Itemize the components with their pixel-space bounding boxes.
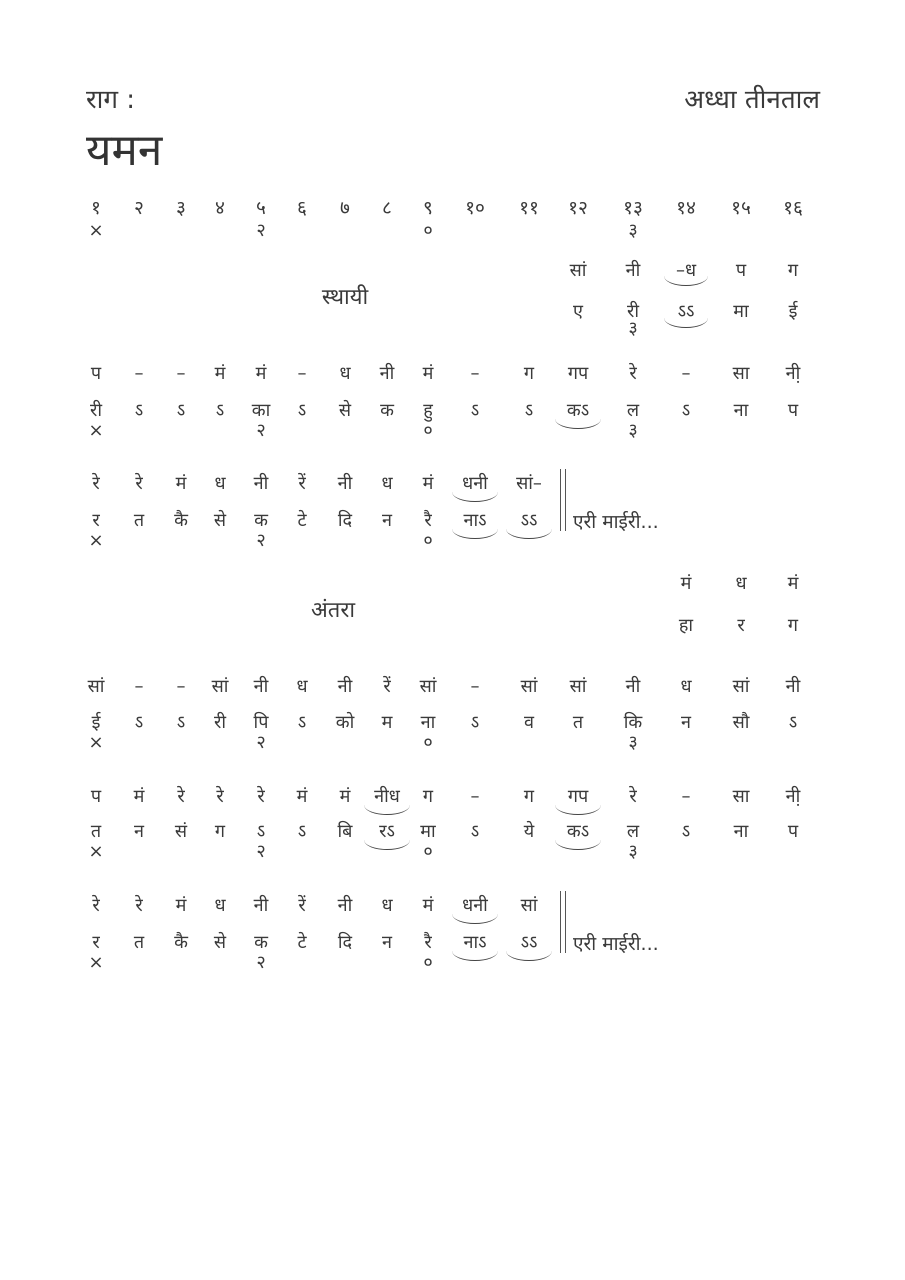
bol-syllable: पि <box>253 712 269 733</box>
swar-note: ग <box>523 786 535 807</box>
beat-mark: × <box>88 841 104 862</box>
bol-syllable: ऽ <box>681 821 691 842</box>
bol-syllable: सं <box>174 821 188 842</box>
swar-note: रे <box>135 473 143 494</box>
bol-syllable: ग <box>214 821 226 842</box>
swar-note: रे <box>629 786 637 807</box>
swar-note: ध <box>381 473 393 494</box>
bol-syllable: बि <box>337 821 353 842</box>
beat-mark: ० <box>423 841 433 862</box>
repeat-text: एरी माईरी... <box>573 933 659 955</box>
beat-number: १६ <box>783 197 803 219</box>
bol-syllable: कि <box>623 712 643 733</box>
bol-syllable: से <box>213 510 227 531</box>
swar-note: ध <box>381 895 393 916</box>
swar-note: रें <box>298 895 306 916</box>
bol-syllable: न <box>681 712 691 733</box>
swar-note: – <box>470 676 480 697</box>
beat-number: १ <box>91 197 101 219</box>
swar-note: – <box>681 363 691 384</box>
bol-syllable: रै <box>424 510 432 531</box>
swar-note: मं <box>214 363 226 384</box>
beat-mark: × <box>88 952 104 973</box>
swar-note: – <box>176 363 186 384</box>
bol-syllable: दि <box>337 932 353 953</box>
swar-note: नी <box>625 676 641 697</box>
swar-note: – <box>470 363 480 384</box>
bol-syllable: ना <box>733 821 749 842</box>
beat-number: १० <box>465 197 485 219</box>
swar-note: रे <box>177 786 185 807</box>
bol-syllable: ऽ <box>134 712 144 733</box>
pickup-swar: ध <box>735 573 747 594</box>
beat-number: १२ <box>568 197 588 219</box>
beat-number: १४ <box>676 197 696 219</box>
bol-syllable: ऽऽ <box>520 932 538 953</box>
swar-note: मं <box>422 895 434 916</box>
beat-mark: × <box>88 732 104 753</box>
bol-syllable: ई <box>91 712 101 733</box>
swar-note: ध <box>339 363 351 384</box>
bol-syllable: न <box>382 932 392 953</box>
bol-syllable: से <box>213 932 227 953</box>
pickup-swar: मं <box>787 573 799 594</box>
swar-note: सां <box>87 676 105 697</box>
swar-note: रे <box>92 473 100 494</box>
pickup-swar: मं <box>680 573 692 594</box>
bol-syllable: सौ <box>732 712 750 733</box>
beat-mark: ३ <box>628 220 638 241</box>
beat-number: ९ <box>423 197 433 219</box>
beat-mark: ३ <box>628 732 638 753</box>
swar-note: नी <box>253 895 269 916</box>
bol-syllable: ऽ <box>788 712 798 733</box>
slur <box>452 951 498 961</box>
slur <box>506 951 552 961</box>
bol-syllable: न <box>382 510 392 531</box>
bol-syllable: हु <box>423 400 433 421</box>
bol-syllable: र <box>92 932 100 953</box>
swar-note: – <box>470 786 480 807</box>
pickup-bol: ए <box>573 301 583 322</box>
repeat-text: एरी माईरी... <box>573 511 659 533</box>
bol-syllable: का <box>251 400 271 421</box>
swar-note: ध <box>296 676 308 697</box>
pickup-bol: ग <box>787 615 799 636</box>
swar-note: मं <box>175 895 187 916</box>
pickup-swar: प <box>735 260 747 281</box>
beat-mark: २ <box>256 841 266 862</box>
beat-number: ३ <box>176 197 186 219</box>
swar-note: प <box>90 786 102 807</box>
swar-note: रे <box>135 895 143 916</box>
beat-mark: ० <box>423 732 433 753</box>
bol-syllable: प <box>787 400 799 421</box>
pickup-bol: री <box>626 301 640 322</box>
bol-syllable: त <box>90 821 102 842</box>
bol-syllable: ऽ <box>470 712 480 733</box>
beat-number: ८ <box>382 197 392 219</box>
bol-syllable: ल <box>626 400 640 421</box>
taal-name: अध्धा तीनताल <box>684 85 820 115</box>
slur <box>555 419 601 429</box>
swar-note: धनी <box>462 895 488 916</box>
bol-syllable: कै <box>174 932 188 953</box>
beat-mark: २ <box>256 220 266 241</box>
bol-syllable: त <box>133 510 145 531</box>
swar-note: सां– <box>516 473 542 494</box>
slur <box>452 529 498 539</box>
swar-note: सां <box>520 676 538 697</box>
slur <box>452 914 498 924</box>
beat-mark: २ <box>256 530 266 551</box>
slur <box>555 840 601 850</box>
bol-syllable: ना <box>420 712 436 733</box>
swar-note: ध <box>680 676 692 697</box>
bol-syllable: ना <box>733 400 749 421</box>
slur <box>664 318 708 328</box>
beat-mark: ३ <box>628 318 638 339</box>
swar-note: नी <box>253 473 269 494</box>
slur <box>555 805 601 815</box>
bol-syllable: क <box>380 400 394 421</box>
pickup-swar: नी <box>625 260 641 281</box>
beat-number: ६ <box>297 197 307 219</box>
bol-syllable: ऽ <box>297 400 307 421</box>
swar-note: गप <box>567 786 589 807</box>
bol-syllable: ऽ <box>256 821 266 842</box>
bol-syllable: मा <box>420 821 436 842</box>
beat-mark: ० <box>423 220 433 241</box>
bol-syllable: व <box>523 712 534 733</box>
double-barline <box>560 469 561 531</box>
slur <box>364 840 410 850</box>
swar-note: नी <box>253 676 269 697</box>
bol-syllable: दि <box>337 510 353 531</box>
swar-note: सां <box>419 676 437 697</box>
bol-syllable: नाऽ <box>463 510 487 531</box>
double-barline <box>565 891 566 953</box>
bol-syllable: ऽ <box>470 400 480 421</box>
pickup-bol: ई <box>788 301 798 322</box>
swar-note: मं <box>422 473 434 494</box>
swar-note: – <box>134 363 144 384</box>
bol-syllable: क <box>254 932 268 953</box>
swar-note: सां <box>520 895 538 916</box>
slur <box>452 492 498 502</box>
beat-mark: × <box>88 220 104 241</box>
slur <box>364 805 410 815</box>
bol-syllable: ऽ <box>134 400 144 421</box>
bol-syllable: क <box>254 510 268 531</box>
swar-note: गप <box>567 363 589 384</box>
swar-note: नी <box>785 676 801 697</box>
bol-syllable: म <box>381 712 393 733</box>
swar-note: मं <box>255 363 267 384</box>
beat-mark: २ <box>256 952 266 973</box>
section-label-sthayi: स्थायी <box>321 285 369 310</box>
bol-syllable: त <box>133 932 145 953</box>
bol-syllable: ऽऽ <box>520 510 538 531</box>
swar-note: प <box>90 363 102 384</box>
swar-note: ग <box>523 363 535 384</box>
bol-syllable: ऽ <box>176 712 186 733</box>
swar-note: नीध <box>374 786 400 807</box>
swar-note: सा <box>732 786 750 807</box>
beat-mark: × <box>88 420 104 441</box>
bol-syllable: कै <box>174 510 188 531</box>
pickup-bol: र <box>737 615 745 636</box>
swar-note: सां <box>732 676 750 697</box>
bol-syllable: रऽ <box>379 821 395 842</box>
bol-syllable: ऽ <box>215 400 225 421</box>
swar-note: सां <box>569 676 587 697</box>
pickup-swar: –ध <box>675 260 697 281</box>
bol-syllable: ऽ <box>470 821 480 842</box>
raag-label: राग : <box>86 85 136 115</box>
beat-mark: × <box>88 530 104 551</box>
bol-syllable: टे <box>297 932 307 953</box>
swar-note: रें <box>298 473 306 494</box>
double-barline <box>565 469 566 531</box>
bol-syllable: री <box>213 712 227 733</box>
beat-number: ११ <box>519 197 539 219</box>
swar-note: सां <box>211 676 229 697</box>
beat-mark: २ <box>256 732 266 753</box>
swar-note: – <box>134 676 144 697</box>
beat-mark: ३ <box>628 420 638 441</box>
bol-syllable: ऽ <box>176 400 186 421</box>
pickup-bol: मा <box>733 301 749 322</box>
swar-note: रें <box>383 676 391 697</box>
bol-syllable: न <box>134 821 144 842</box>
pickup-swar: सां <box>569 260 587 281</box>
swar-note: मं <box>175 473 187 494</box>
bol-syllable: ऽ <box>297 712 307 733</box>
swar-note: रे <box>92 895 100 916</box>
swar-note: नी <box>379 363 395 384</box>
slur <box>664 276 708 286</box>
swar-note: सा <box>732 363 750 384</box>
swar-note: मं <box>133 786 145 807</box>
swar-note: रे <box>629 363 637 384</box>
swar-note: नी <box>337 676 353 697</box>
bol-syllable: रै <box>424 932 432 953</box>
bol-syllable: ऽ <box>297 821 307 842</box>
swar-note: ध <box>214 473 226 494</box>
slur <box>506 529 552 539</box>
bol-syllable: ये <box>523 821 535 842</box>
beat-mark: ० <box>423 420 433 441</box>
bol-syllable: री <box>89 400 103 421</box>
beat-number: १५ <box>731 197 751 219</box>
swar-note: ध <box>214 895 226 916</box>
bol-syllable: टे <box>297 510 307 531</box>
swar-note: नी <box>337 895 353 916</box>
swar-note: मं <box>296 786 308 807</box>
pickup-bol: ऽऽ <box>677 301 695 322</box>
bol-syllable: र <box>92 510 100 531</box>
double-barline <box>560 891 561 953</box>
bol-syllable: ऽ <box>524 400 534 421</box>
beat-number: १३ <box>623 197 643 219</box>
swar-note: – <box>176 676 186 697</box>
bol-syllable: को <box>335 712 355 733</box>
swar-note: रे <box>257 786 265 807</box>
swar-note: – <box>297 363 307 384</box>
bol-syllable: ल <box>626 821 640 842</box>
beat-number: ४ <box>215 197 225 219</box>
swar-note: धनी <box>462 473 488 494</box>
swar-note: नी <box>337 473 353 494</box>
raag-name: यमन <box>86 125 163 176</box>
swar-note: मं <box>339 786 351 807</box>
swar-note: मं <box>422 363 434 384</box>
bol-syllable: कऽ <box>566 821 590 842</box>
beat-number: ५ <box>256 197 266 219</box>
swar-note: नी़ <box>785 786 801 807</box>
beat-number: २ <box>134 197 144 219</box>
pickup-bol: हा <box>678 615 694 636</box>
swar-note: – <box>681 786 691 807</box>
bol-syllable: प <box>787 821 799 842</box>
swar-note: रे <box>216 786 224 807</box>
beat-mark: ३ <box>628 841 638 862</box>
bol-syllable: नाऽ <box>463 932 487 953</box>
beat-mark: ० <box>423 530 433 551</box>
beat-mark: ० <box>423 952 433 973</box>
beat-number: ७ <box>340 197 350 219</box>
bol-syllable: त <box>572 712 584 733</box>
pickup-swar: ग <box>787 260 799 281</box>
bol-syllable: कऽ <box>566 400 590 421</box>
swar-note: ग <box>422 786 434 807</box>
beat-mark: २ <box>256 420 266 441</box>
section-label-antara: अंतरा <box>310 598 356 623</box>
bol-syllable: से <box>338 400 352 421</box>
bol-syllable: ऽ <box>681 400 691 421</box>
swar-note: नी़ <box>785 363 801 384</box>
